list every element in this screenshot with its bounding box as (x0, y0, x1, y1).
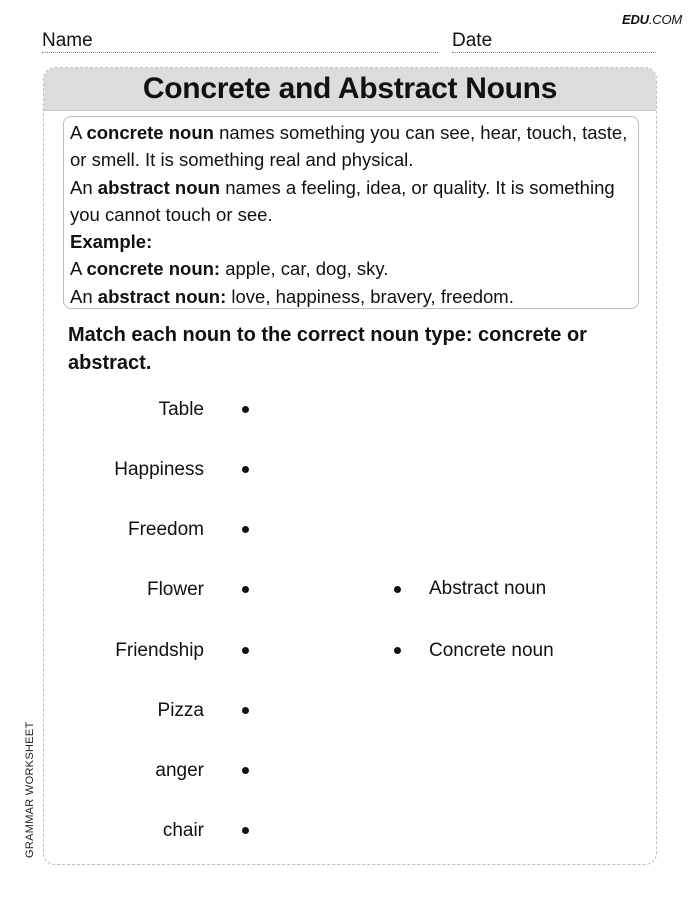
side-label: GRAMMAR WORKSHEET (24, 721, 36, 858)
noun-item: Flower (146, 579, 204, 600)
worksheet-card (43, 67, 657, 865)
example-label: Example: (70, 231, 153, 253)
noun-item: Table (158, 399, 204, 420)
name-label: Name (42, 30, 93, 51)
noun-dot[interactable] (242, 586, 249, 593)
matching-exercise (44, 68, 656, 864)
brand-logo (622, 12, 682, 27)
instructions: Match each noun to the correct noun type: concrete or abstract. (68, 324, 587, 374)
noun-dot[interactable] (242, 526, 249, 533)
noun-item: Happiness (114, 459, 204, 480)
date-field[interactable] (452, 30, 656, 53)
concrete-definition: A concrete noun names something you can see, hear, touch, taste, or smell. It is something real and physical. (70, 122, 628, 171)
noun-dot[interactable] (242, 767, 249, 774)
type-item: Abstract noun (429, 578, 547, 599)
date-label: Date (452, 30, 493, 51)
noun-item: Freedom (127, 519, 204, 540)
brand-bold: EDU (621, 12, 649, 27)
page-title: Concrete and Abstract Nouns (142, 72, 558, 105)
noun-dot[interactable] (242, 827, 249, 834)
name-field[interactable] (42, 30, 438, 53)
type-item: Concrete noun (429, 640, 554, 661)
abstract-example: An abstract noun: love, happiness, bravery, freedom. (70, 285, 514, 307)
noun-dot[interactable] (242, 647, 249, 654)
noun-item: Pizza (157, 700, 204, 721)
type-dot[interactable] (394, 586, 401, 593)
abstract-definition: An abstract noun names a feeling, idea, or quality. It is something you cannot touch or see. (70, 176, 615, 225)
noun-item: Friendship (115, 640, 204, 661)
concrete-example: A concrete noun: apple, car, dog, sky. (70, 258, 389, 280)
noun-item: chair (162, 820, 204, 841)
type-dot[interactable] (394, 647, 401, 654)
brand-rest: .COM (648, 12, 682, 27)
noun-dot[interactable] (242, 406, 249, 413)
noun-item: anger (155, 760, 204, 781)
noun-dot[interactable] (242, 466, 249, 473)
noun-dot[interactable] (242, 707, 249, 714)
